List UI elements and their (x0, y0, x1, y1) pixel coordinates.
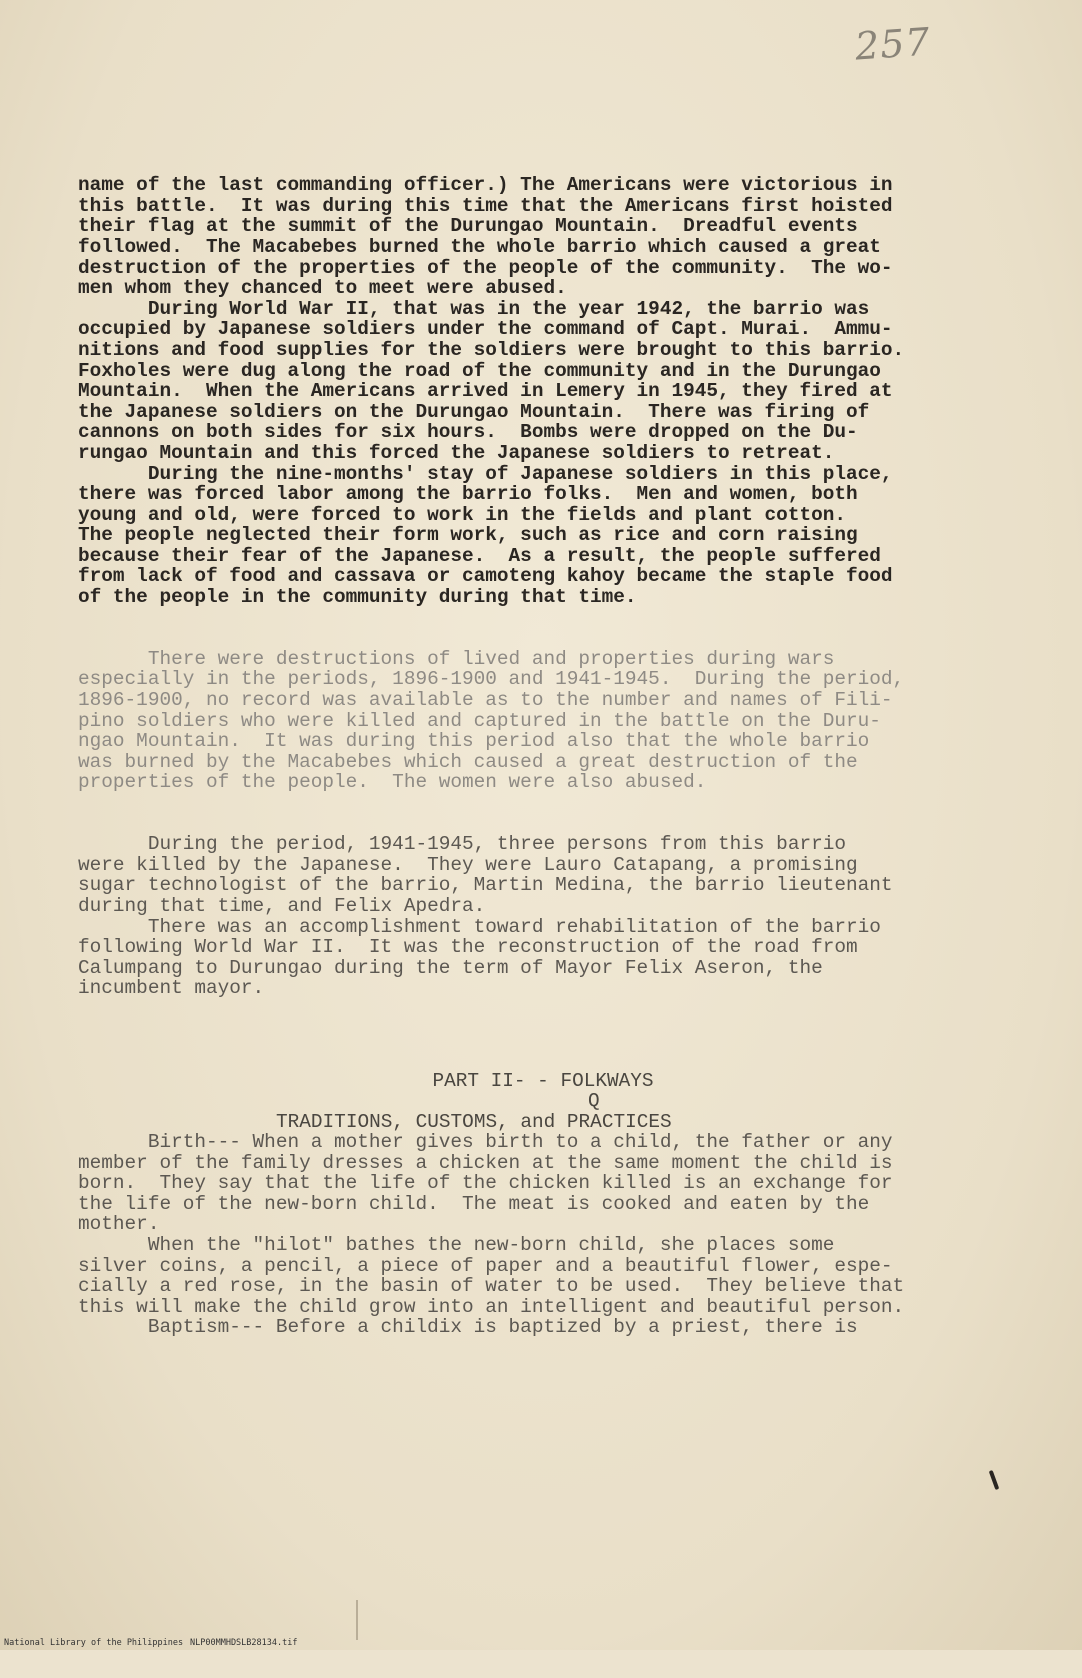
binding-line (356, 1600, 358, 1640)
part-mark: Q (588, 1090, 600, 1112)
text-line: sugar technologist of the barrio, Martin Medina, the barrio lieutenant (78, 874, 893, 897)
text-line: their flag at the summit of the Durungao Mountain. Dreadful events (78, 215, 858, 238)
text-line: There were destructions of lived and properties during wars (78, 647, 835, 670)
text-line: rungao Mountain and this forced the Japanese soldiers to retreat. (78, 441, 835, 464)
text-line: Birth--- When a mother gives birth to a child, the father or any (78, 1131, 893, 1153)
text-line: because their fear of the Japanese. As a result, the people suffered (78, 544, 881, 567)
body-text (78, 134, 1008, 1040)
text-line: ngao Mountain. It was during this period also that the whole barrio (78, 730, 870, 753)
text-line: incumbent mayor. (78, 977, 265, 1000)
text-line: young and old, were forced to work in the fields and plant cotton. (78, 503, 846, 526)
ink-mark (989, 1470, 1000, 1490)
text-line: cannons on both sides for six hours. Bombs were dropped on the Du- (78, 421, 858, 444)
text-line: following World War II. It was the reconstruction of the road from (78, 936, 858, 959)
section-heading: TRADITIONS, CUSTOMS, and PRACTICES (276, 1111, 672, 1133)
footer-file: NLP00MMHDSLB28134.tif (190, 1638, 298, 1648)
text-line: from lack of food and cassava or camoteng kahoy became the staple food (78, 565, 893, 588)
text-line: especially in the periods, 1896-1900 and 1941-1945. During the period, (78, 668, 905, 691)
text-line: were killed by the Japanese. They were Lauro Catapang, a promising (78, 853, 858, 876)
text-line: Calumpang to Durungao during the term of Mayor Felix Aseron, the (78, 956, 823, 979)
text-line: 1896-1900, no record was available as to the number and names of Fili- (78, 689, 893, 712)
text-line: Foxholes were dug along the road of the community and in the Durungao (78, 359, 881, 382)
history-paragraphs (78, 175, 1008, 607)
footer-library: National Library of the Philippines (4, 1638, 184, 1648)
text-line: the Japanese soldiers on the Durungao Mountain. There was firing of (78, 400, 870, 423)
text-line: born. They say that the life of the chicken killed is an exchange for (78, 1172, 893, 1195)
text-line: nitions and food supplies for the soldiers were brought to this barrio. (78, 338, 905, 361)
text-line: was burned by the Macabebes which caused a great destruction of the (78, 750, 858, 773)
text-line: the life of the new-born child. The meat is cooked and eaten by the (78, 1192, 870, 1215)
text-line: there was forced labor among the barrio folks. Men and women, both (78, 483, 858, 506)
text-line: of the people in the community during that time. (78, 586, 637, 609)
text-line: followed. The Macabebes burned the whole barrio which caused a great (78, 235, 881, 258)
text-line: During World War II, that was in the year 1942, the barrio was (78, 297, 870, 320)
text-line: The people neglected their form work, such as rice and corn raising (78, 524, 858, 547)
text-line: this will make the child grow into an intelligent and beautiful person. (78, 1295, 905, 1318)
text-line: During the period, 1941-1945, three persons from this barrio (78, 833, 846, 856)
part-heading: PART II- - FOLKWAYS (432, 1070, 654, 1092)
text-line: silver coins, a pencil, a piece of paper and a beautiful flower, espe- (78, 1254, 893, 1277)
text-line: properties of the people. The women were also abused. (78, 771, 707, 794)
text-line: Baptism--- Before a childix is baptized by a priest, there is (78, 1316, 858, 1339)
text-line: destruction of the properties of the people of the community. The wo- (78, 256, 893, 279)
text-line: occupied by Japanese soldiers under the command of Capt. Murai. Ammu- (78, 318, 893, 341)
casualties-paragraph (78, 834, 1008, 999)
text-line: pino soldiers who were killed and captured in the battle on the Duru- (78, 709, 881, 732)
text-line: During the nine-months' stay of Japanese soldiers in this place, (78, 462, 893, 485)
text-line: mother. (78, 1213, 160, 1236)
text-line: men whom they chanced to meet were abused. (78, 277, 567, 300)
text-line: name of the last commanding officer.) The Americans were victorious in (78, 174, 893, 197)
text-line: There was an accomplishment toward rehabilitation of the barrio (78, 915, 881, 938)
text-line: When the "hilot" bathes the new-born child, she places some (78, 1233, 835, 1256)
destruction-paragraph (78, 649, 1008, 793)
text-line: cially a red rose, in the basin of water to be used. They believe that (78, 1275, 905, 1298)
page-number: 257 (853, 19, 932, 69)
folkways-text (78, 1132, 1008, 1338)
text-line: member of the family dresses a chicken at the same moment the child is (78, 1151, 893, 1174)
text-line: Mountain. When the Americans arrived in Lemery in 1945, they fired at (78, 380, 893, 403)
text-line: during that time, and Felix Apedra. (78, 894, 486, 917)
archive-footer (0, 1638, 1082, 1650)
text-line: this battle. It was during this time that the Americans first hoisted (78, 194, 893, 217)
